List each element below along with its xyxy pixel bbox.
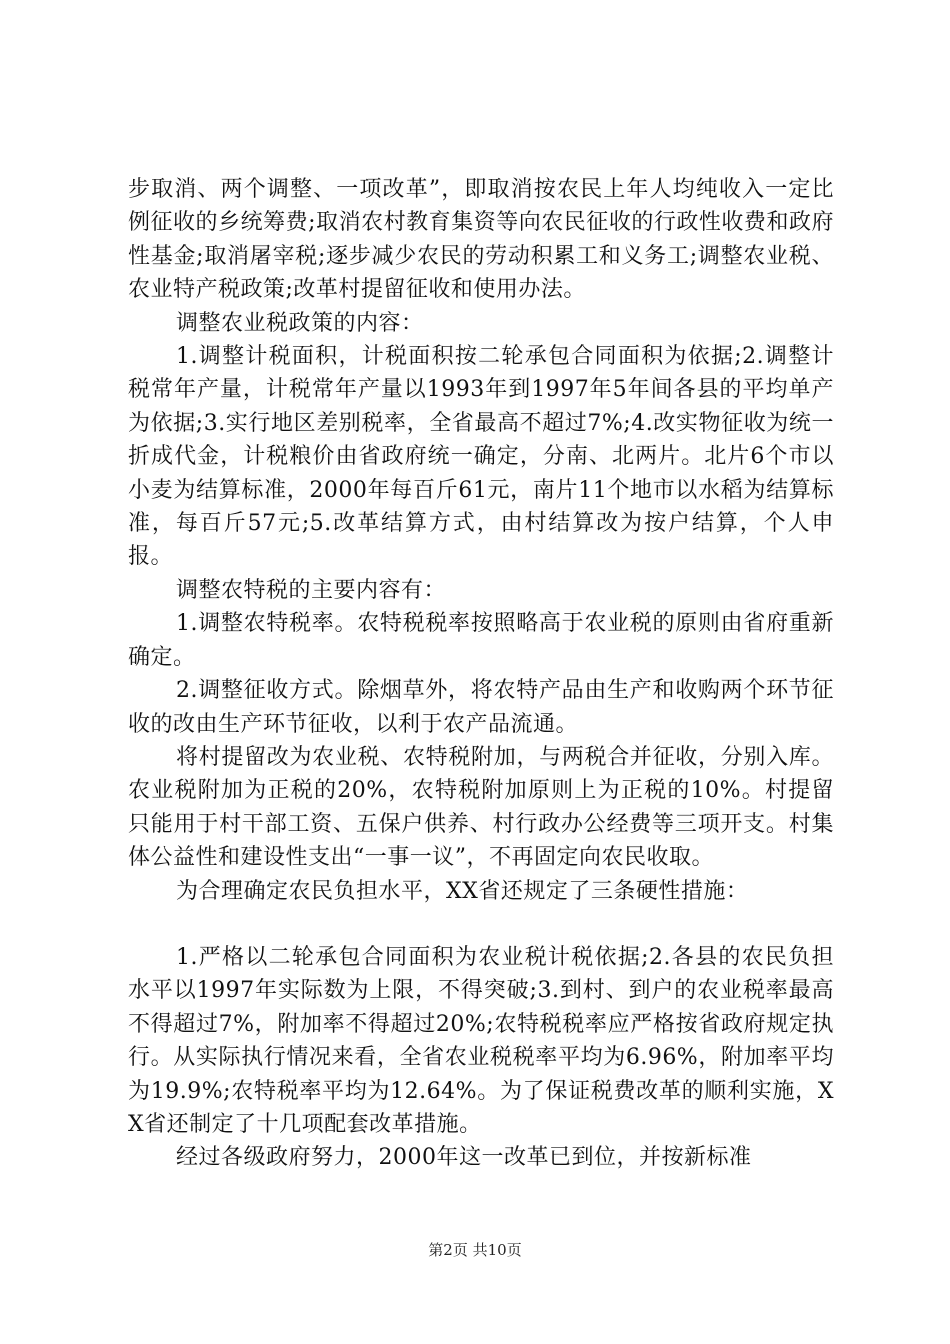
paragraph-reform-summary: 步取消、两个调整、一项改革”，即取消按农民上年人均纯收入一定比例征收的乡统筹费;取消农村教育集资等向农民征收的行政性收费和政府性基金;取消屠宰税;逐步减少农民的劳动积累工和义务工;调整农业税、农业特产税政策;改革村提留征收和使用办法。 (128, 177, 834, 303)
paragraph-implementation: 经过各级政府努力，2000年这一改革已到位，并按新标准 (176, 1145, 752, 1171)
paragraph-agri-tax-items: 1.调整计税面积，计税面积按二轮承包合同面积为依据;2.调整计税常年产量，计税常年产量以1993年到1997年5年间各县的平均单产为依据;3.实行地区差别税率，全省最高不超过7%;4.改实物征收为统一折成代金，计税粮价由省政府统一确定，分南、北两片。北片6个市以小麦为结算标准，2000年每百斤61元，南片11个地市以水稻为结算标准，每百斤57元;5.改革结算方式，由村结算改为按户结算，个人申报。 (128, 344, 834, 570)
paragraph-village-levy: 将村提留改为农业税、农特税附加，与两税合并征收，分别入库。农业税附加为正税的20%，农特税附加原则上为正税的10%。村提留只能用于村干部工资、五保户供养、村行政办公经费等三项开支。村集体公益性和建设性支出“一事一议”，不再固定向农民收取。 (128, 744, 834, 871)
paragraph-hard-measures: 1.严格以二轮承包合同面积为农业税计税依据;2.各县的农民负担水平以1997年实际数为上限，不得突破;3.到村、到户的农业税率最高不得超过7%，附加率不得超过20%;农特税税率应严格按省政府规定执行。从实际执行情况来看，全省农业税税率平均为6.96%，附加率平均为19.9%;农特税率平均为12.64%。为了保证税费改革的顺利实施，XX省还制定了十几项配套改革措施。 (128, 944, 834, 1137)
heading-special-tax: 调整农特税的主要内容有： (176, 577, 447, 603)
paragraph-hard-measures-intro: 为合理确定农民负担水平，XX省还规定了三条硬性措施： (176, 878, 749, 904)
page-number-footer: 第2页 共10页 (428, 1241, 522, 1259)
heading-agri-tax-policy: 调整农业税政策的内容： (176, 310, 424, 336)
paragraph-collection-method: 2.调整征收方式。除烟草外，将农特产品由生产和收购两个环节征收的改由生产环节征收，以利于农产品流通。 (128, 678, 834, 737)
paragraph-special-tax-rate: 1.调整农特税率。农特税税率按照略高于农业税的原则由省府重新确定。 (128, 611, 834, 670)
document-body (128, 173, 834, 1175)
blank-line (128, 908, 834, 941)
